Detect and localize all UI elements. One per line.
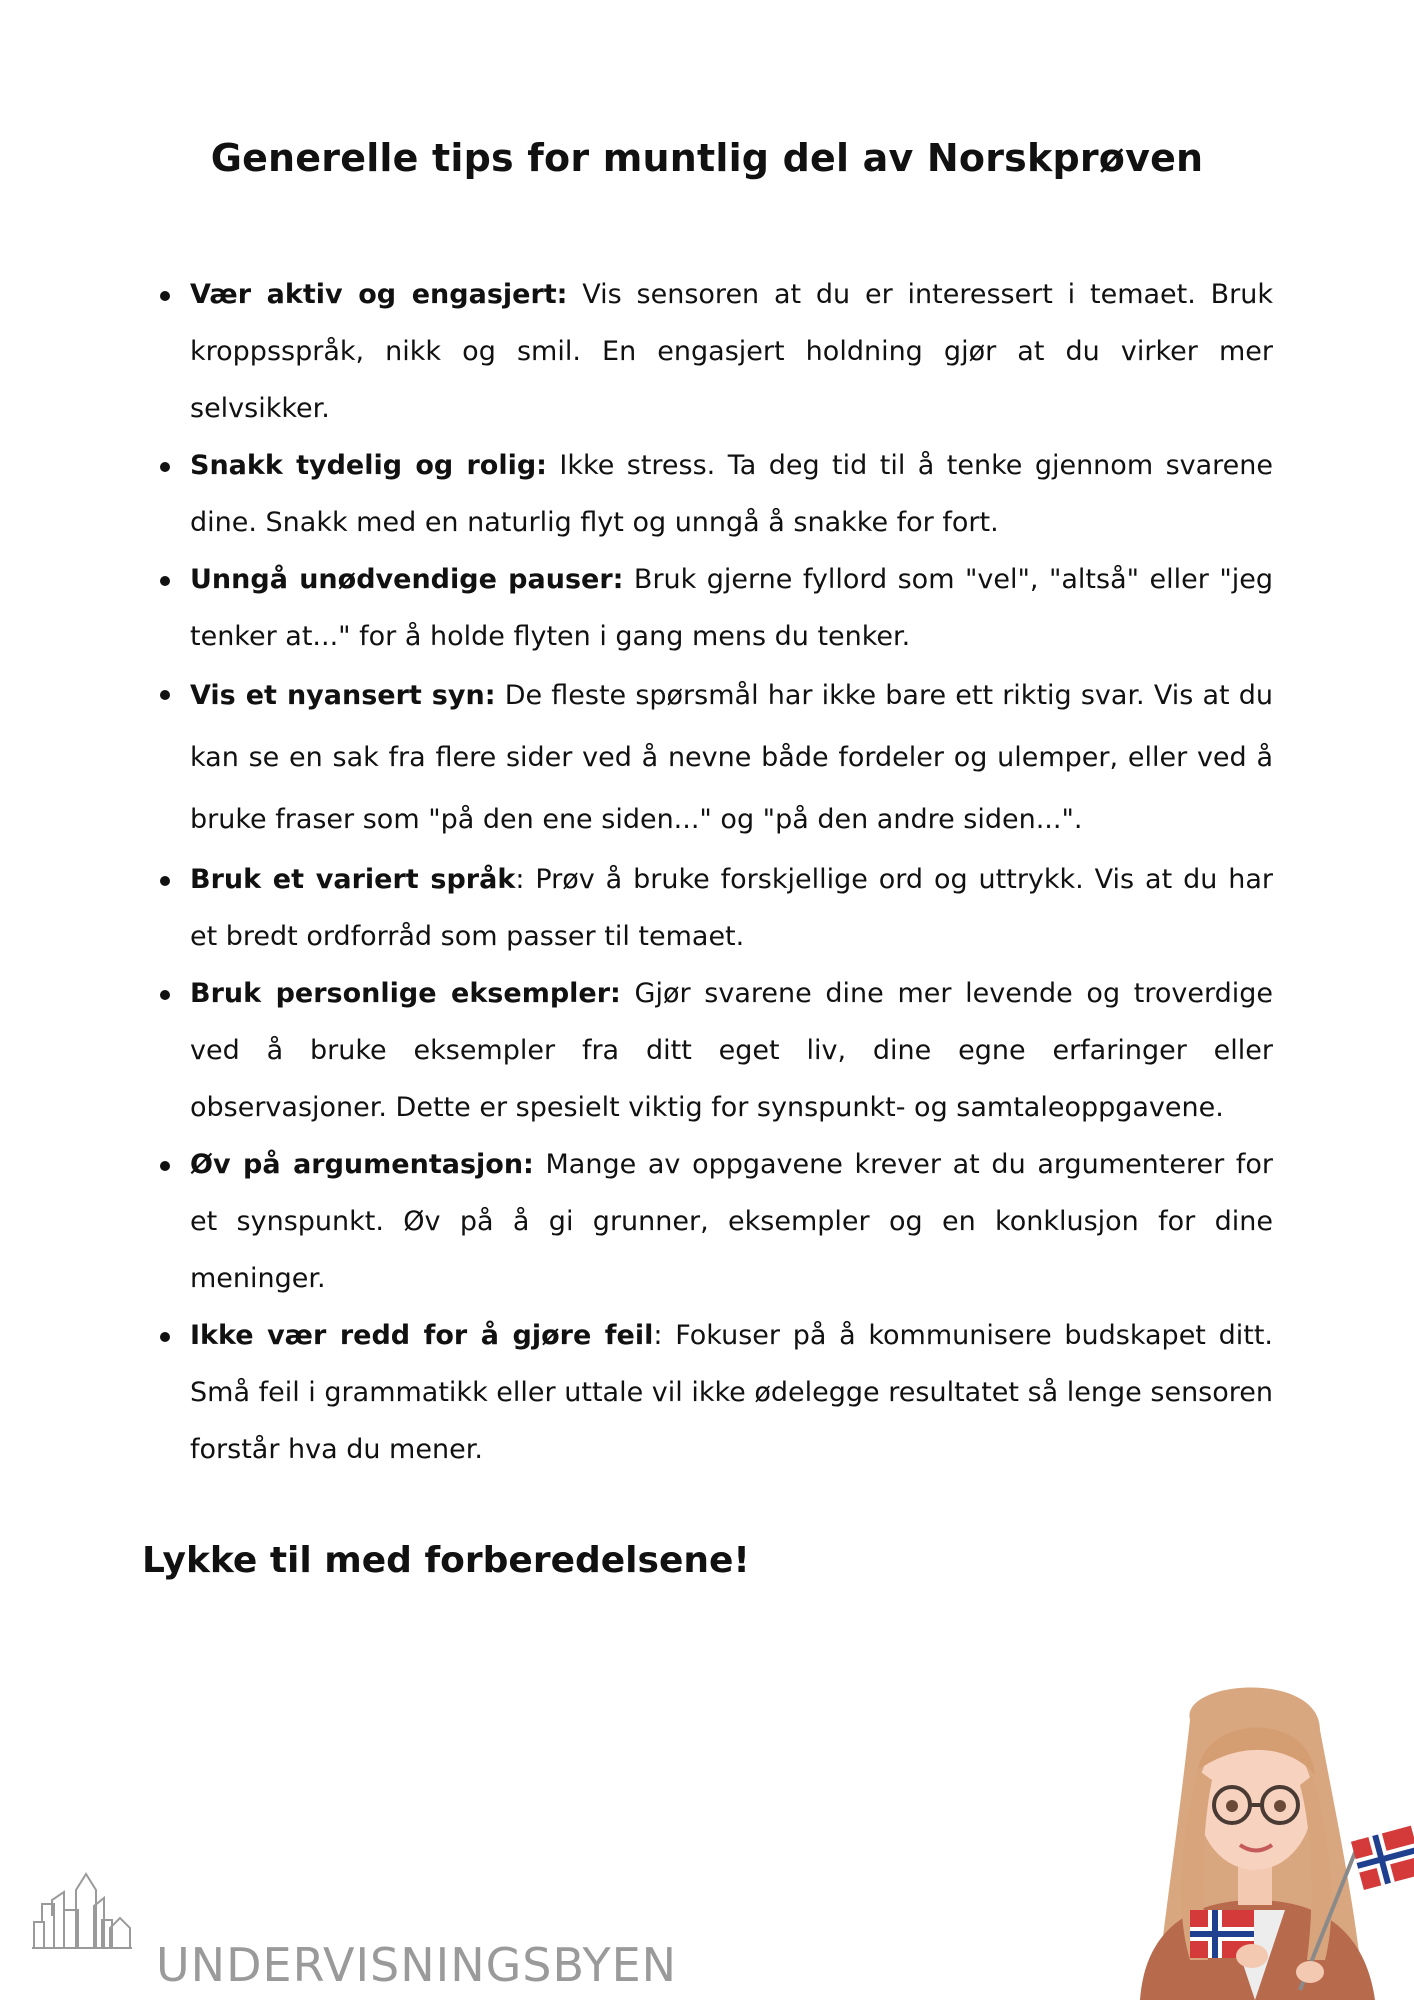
tip-text: Gjør svarene dine mer levende og troverdige ved å bruke eksempler fra ditt eget liv, dine egne erfaringer eller observasjoner. Dette er spesielt viktig for synspunkt- og samtaleoppgavene. (190, 978, 1274, 1123)
bullet-icon (160, 990, 170, 1000)
bullet-icon (160, 291, 170, 301)
tip-item (190, 266, 1273, 437)
city-skyline-icon (32, 1870, 152, 1950)
tip-label: Vær aktiv og engasjert: (190, 279, 568, 310)
tip-text: : Fokuser på å kommunisere budskapet ditt. Små feil i grammatikk eller uttale vil ikke ødelegge resultatet så lenge sensoren forstår hva du mener. (190, 1320, 1273, 1465)
bullet-icon (160, 1161, 170, 1171)
bullet-icon (160, 576, 170, 586)
tip-text: : Prøv å bruke forskjellige ord og uttrykk. Vis at du har et bredt ordforråd som passer til temaet. (190, 864, 1273, 952)
girl-with-norwegian-flag-icon (1120, 1660, 1414, 2000)
tip-item (190, 665, 1273, 851)
tip-label: Ikke vær redd for å gjøre feil (190, 1320, 654, 1351)
tip-item (190, 551, 1273, 665)
tip-item (190, 1136, 1273, 1307)
tip-text: Mange av oppgavene krever at du argumenterer for et synspunkt. Øv på å gi grunner, eksempler og en konklusjon for dine meninger. (190, 1149, 1274, 1294)
tip-label: Bruk personlige eksempler: (190, 978, 621, 1009)
tip-text: Ikke stress. Ta deg tid til å tenke gjennom svarene dine. Snakk med en naturlig flyt og unngå å snakke for fort. (190, 450, 1273, 538)
page-title: Generelle tips for muntlig del av Norskprøven (210, 136, 1204, 180)
tip-label: Bruk et variert språk (190, 864, 516, 895)
tip-label: Øv på argumentasjon: (190, 1149, 534, 1180)
bullet-icon (160, 462, 170, 472)
bullet-icon (160, 1332, 170, 1342)
tip-text: Vis sensoren at du er interessert i temaet. Bruk kroppsspråk, nikk og smil. En engasjert holdning gjør at du virker mer selvsikker. (190, 279, 1274, 424)
brand-footer (32, 1870, 732, 1990)
tip-label: Vis et nyansert syn: (190, 680, 496, 711)
tip-item (190, 851, 1273, 965)
tip-label: Snakk tydelig og rolig: (190, 450, 547, 481)
tip-item (190, 437, 1273, 551)
brand-name: UNDERVISNINGSBYEN (156, 1938, 678, 1992)
bullet-icon (160, 690, 170, 700)
tips-list (190, 266, 1273, 1478)
tip-text: Bruk gjerne fyllord som "vel", "altså" eller "jeg tenker at..." for å holde flyten i gang mens du tenker. (190, 564, 1273, 652)
tip-text: De fleste spørsmål har ikke bare ett riktig svar. Vis at du kan se en sak fra flere sider ved å nevne både fordeler og ulemper, eller ved å bruke fraser som "på den ene siden..." og "på den andre siden...". (190, 680, 1273, 835)
bullet-icon (160, 876, 170, 886)
tip-item (190, 1307, 1273, 1478)
tip-label: Unngå unødvendige pauser: (190, 564, 624, 595)
closing-message: Lykke til med forberedelsene! (142, 1540, 750, 1581)
tip-item (190, 965, 1273, 1136)
